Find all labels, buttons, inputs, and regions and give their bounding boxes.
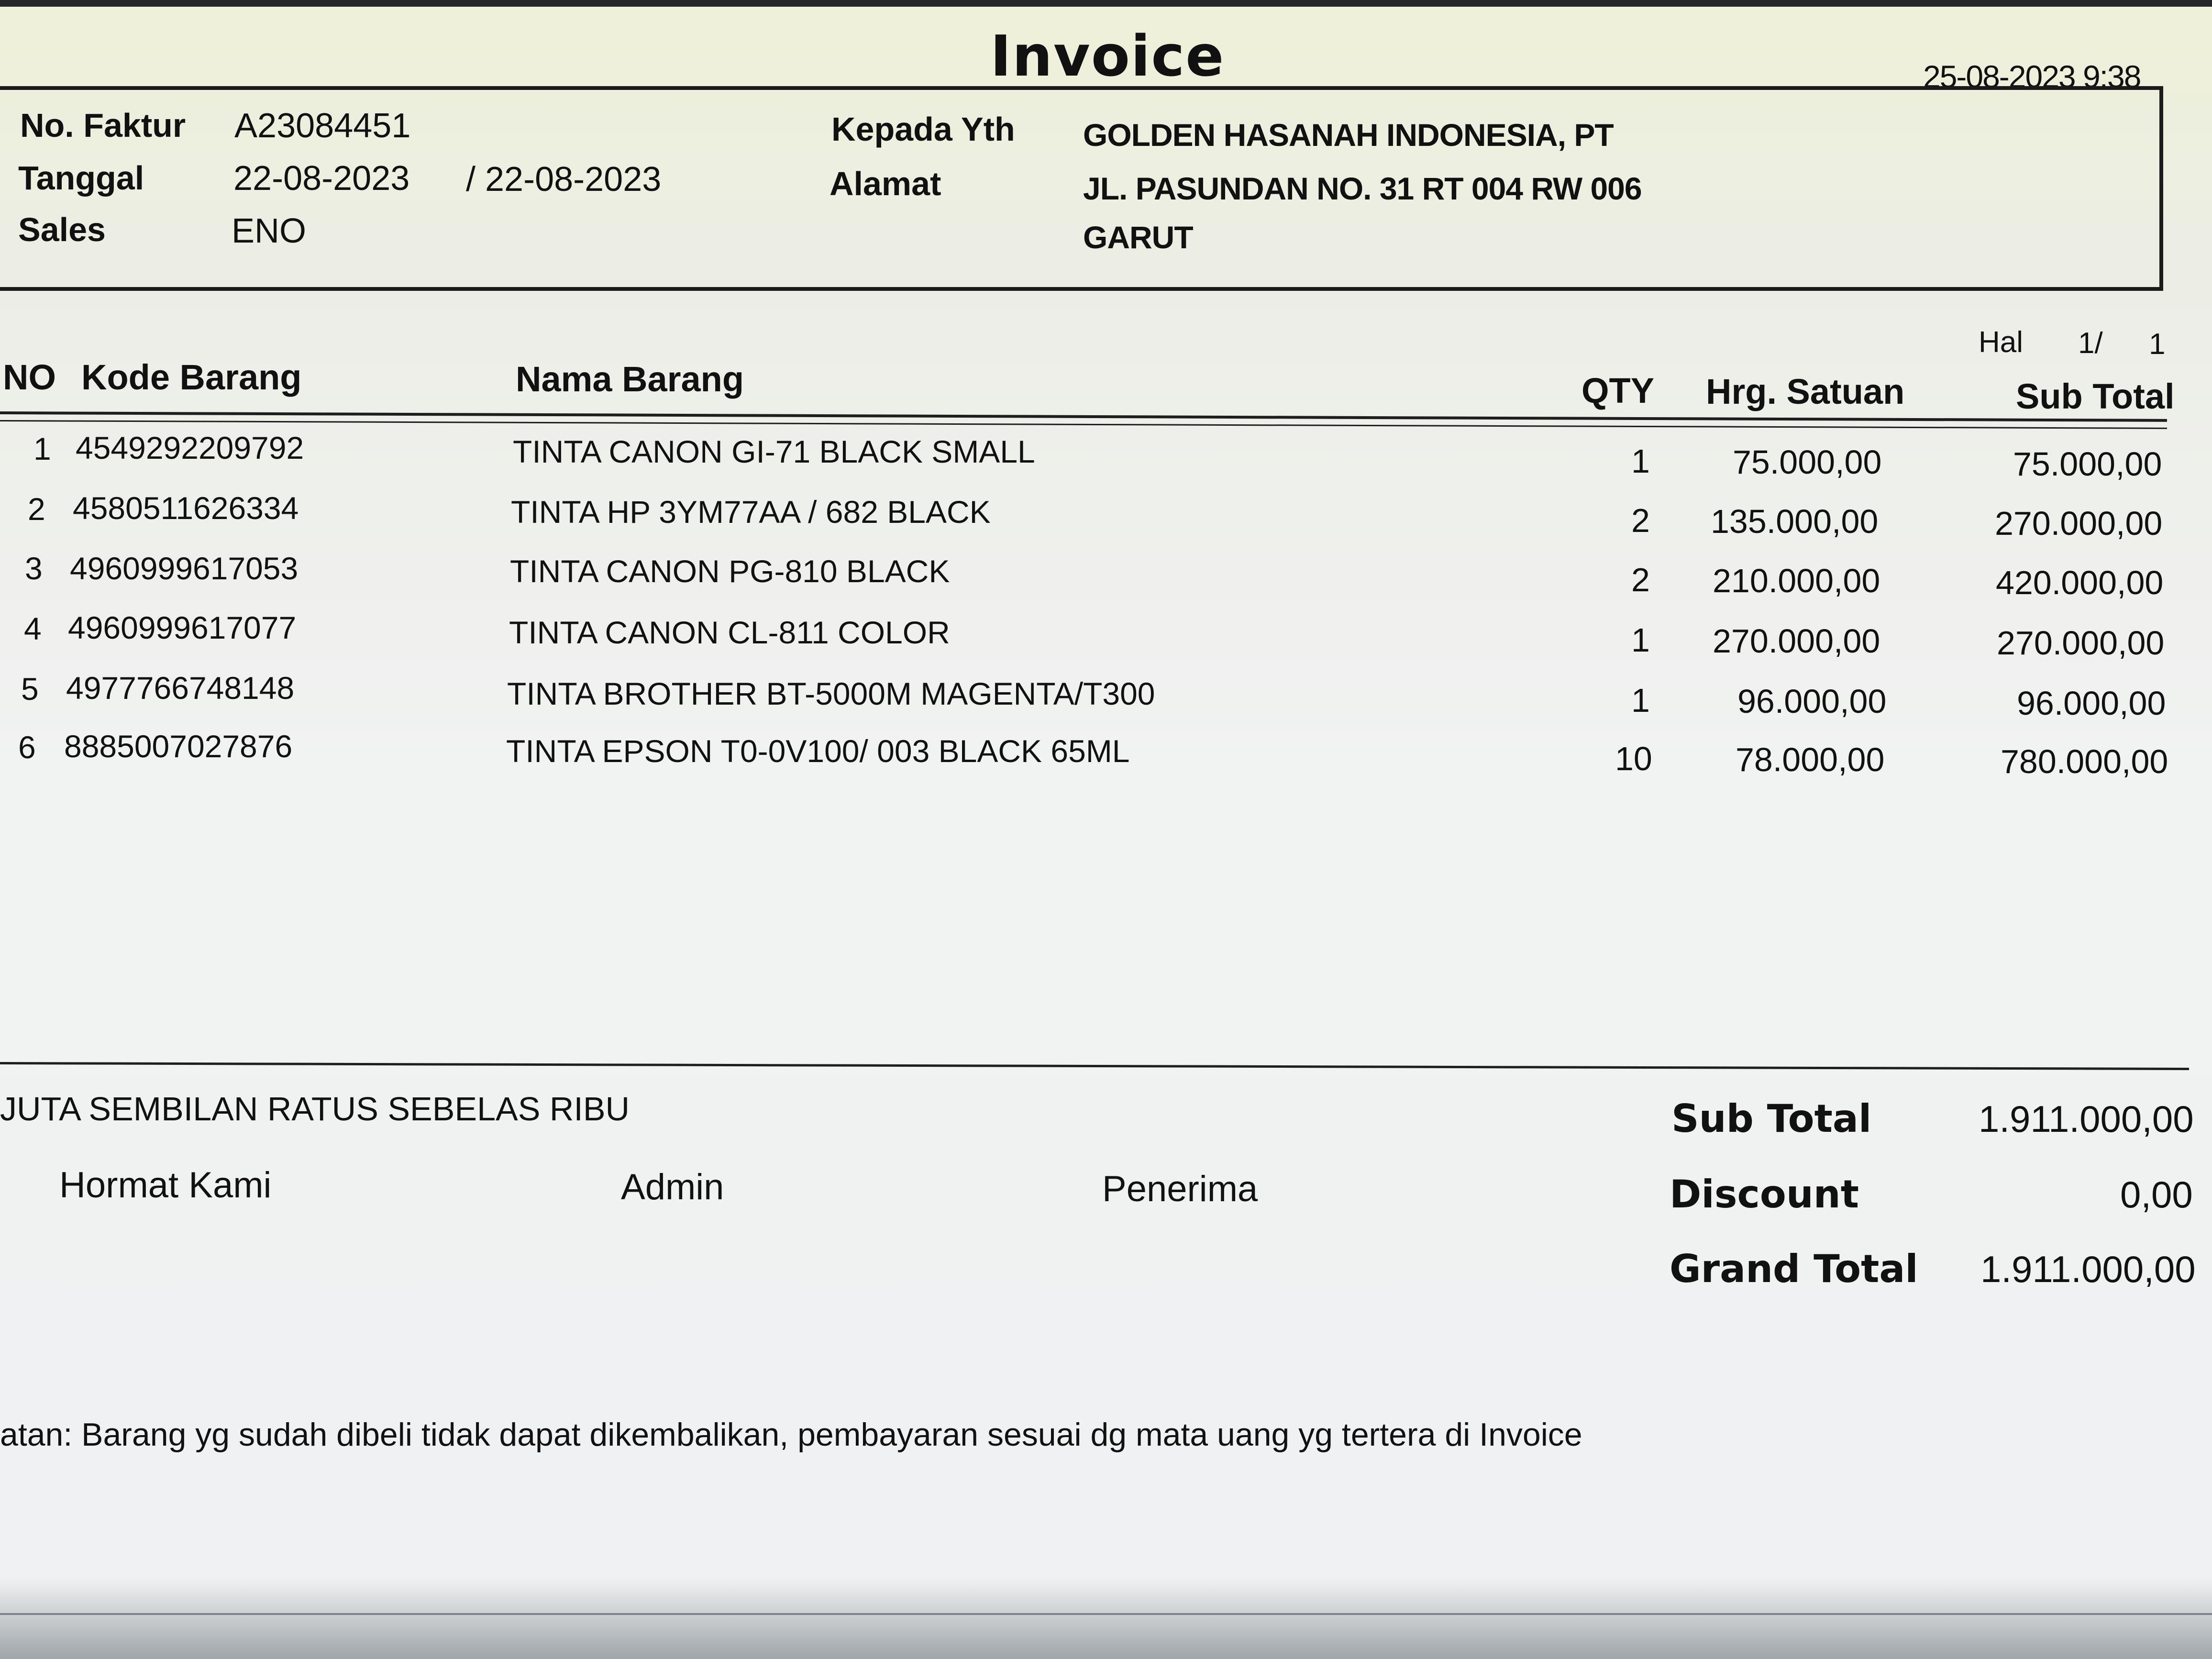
row-harga: 270.000,00 [1713,622,1880,660]
terbilang-text: JUTA SEMBILAN RATUS SEBELAS RIBU [0,1090,630,1128]
signature-hormat-kami: Hormat Kami [59,1165,272,1206]
hal-label: Hal [1979,326,2024,359]
row-qty: 1 [1631,682,1650,719]
kepada-value: GOLDEN HASANAH INDONESIA, PT [1083,117,1614,153]
kepada-label: Kepada Yth [831,111,1015,148]
subtotal-label: Sub Total [1671,1096,1872,1141]
row-harga: 210.000,00 [1713,562,1880,599]
col-no: NO [3,357,56,397]
row-subtotal: 420.000,00 [1996,564,2164,601]
no-faktur-label: No. Faktur [20,107,186,144]
col-qty: QTY [1582,371,1655,410]
header-rule-2 [0,420,2167,429]
bottom-rule [0,1062,2189,1070]
screen-bottom-edge [0,1613,2212,1615]
row-nama: TINTA CANON CL-811 COLOR [509,615,950,650]
alamat-line-1: JL. PASUNDAN NO. 31 RT 004 RW 006 [1083,171,1642,206]
row-qty: 2 [1631,502,1650,539]
row-kode: 8885007027876 [64,729,293,764]
row-nama: TINTA HP 3YM77AA / 682 BLACK [511,494,991,530]
discount-value: 0,00 [2120,1173,2193,1216]
row-kode: 4960999617077 [68,610,297,645]
row-subtotal: 780.000,00 [2001,743,2168,780]
subtotal-value: 1.911.000,00 [1979,1098,2194,1140]
grand-total-label: Grand Total [1670,1247,1918,1291]
page-number: 1/ [2078,327,2103,360]
row-kode: 4960999617053 [70,551,299,586]
row-nama: TINTA EPSON T0-0V100/ 003 BLACK 65ML [506,733,1130,769]
row-subtotal: 270.000,00 [1995,505,2163,542]
signature-admin: Admin [621,1167,724,1207]
row-qty: 10 [1615,740,1652,777]
row-kode: 4580511626334 [73,490,299,526]
page-total: 1 [2149,328,2166,361]
col-sub-total: Sub Total [2016,376,2175,416]
row-no: 2 [28,491,45,527]
tanggal-value-2: / 22-08-2023 [466,160,662,199]
row-qty: 1 [1631,442,1650,480]
tanggal-label: Tanggal [18,159,144,197]
header-rule-1 [0,411,2167,422]
sales-value: ENO [232,212,307,250]
no-faktur-value: A23084451 [234,107,411,145]
row-harga: 96.000,00 [1737,683,1887,720]
col-nama-barang: Nama Barang [516,359,744,399]
row-nama: TINTA CANON PG-810 BLACK [510,553,950,589]
row-no: 1 [33,431,51,466]
invoice-title: Invoice [990,23,1225,89]
footer-note: atan: Barang yg sudah dibeli tidak dapat dikembalikan, pembayaran sesuai dg mata uang yg tertera di Invoice [0,1416,1582,1453]
row-nama: TINTA CANON GI-71 BLACK SMALL [513,434,1035,469]
col-harga-satuan: Hrg. Satuan [1706,372,1905,411]
row-qty: 1 [1631,621,1650,659]
row-harga: 78.000,00 [1736,741,1885,778]
row-subtotal: 270.000,00 [1997,624,2165,662]
grand-total-value: 1.911.000,00 [1980,1248,2196,1290]
tanggal-value: 22-08-2023 [233,159,410,198]
row-subtotal: 75.000,00 [2013,445,2162,483]
signature-penerima: Penerima [1102,1169,1258,1209]
row-no: 6 [18,730,36,765]
row-kode: 4549292209792 [76,430,304,465]
row-subtotal: 96.000,00 [2017,685,2166,722]
discount-label: Discount [1670,1172,1859,1217]
row-harga: 75.000,00 [1733,443,1882,481]
screen-top-edge [0,0,2212,7]
col-kode-barang: Kode Barang [81,357,302,397]
row-nama: TINTA BROTHER BT-5000M MAGENTA/T300 [507,676,1155,711]
row-no: 5 [21,671,39,707]
row-kode: 4977766748148 [66,670,295,706]
row-no: 3 [25,551,43,586]
row-harga: 135.000,00 [1711,503,1879,540]
sales-label: Sales [18,211,106,248]
row-qty: 2 [1631,561,1650,598]
alamat-label: Alamat [830,165,941,202]
print-datetime: 25-08-2023 9:38 [1923,59,2141,94]
row-no: 4 [24,611,42,646]
alamat-line-2: GARUT [1083,220,1193,255]
